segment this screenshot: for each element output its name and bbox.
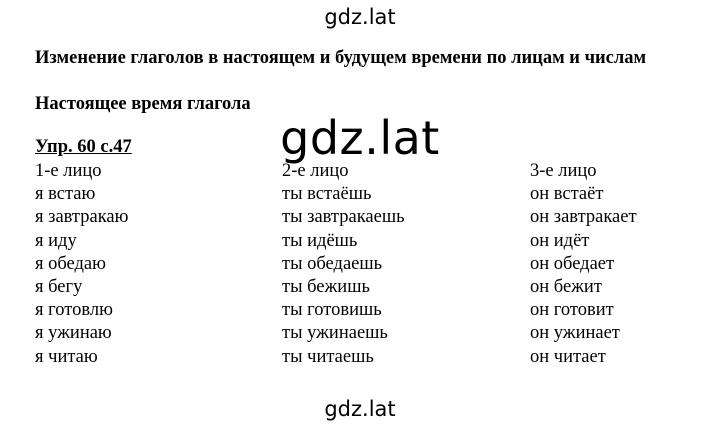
- verb-form: я иду: [35, 230, 77, 251]
- verb-form: он встаёт: [530, 184, 604, 205]
- verb-form: он идёт: [530, 230, 590, 251]
- verb-form: я встаю: [35, 184, 96, 205]
- verb-form: он читает: [530, 346, 606, 367]
- verb-form: я ужинаю: [35, 323, 112, 344]
- verb-form: я читаю: [35, 346, 98, 367]
- verb-form: ты завтракаешь: [282, 207, 405, 228]
- verb-form: я бегу: [35, 277, 83, 298]
- verb-form: ты читаешь: [282, 346, 374, 367]
- section-title: Настоящее время глагола: [35, 94, 251, 114]
- column-second-person: [282, 160, 405, 369]
- verb-form: ты идёшь: [282, 230, 358, 251]
- verb-form: ты обедаешь: [282, 253, 383, 274]
- watermark-middle: gdz.lat: [280, 111, 440, 165]
- watermark-bottom: gdz.lat: [324, 397, 396, 421]
- verb-form: он обедает: [530, 253, 615, 274]
- watermark-top: gdz.lat: [324, 5, 396, 29]
- verb-form: он бежит: [530, 277, 602, 298]
- verb-form: ты встаёшь: [282, 184, 372, 205]
- verb-form: я готовлю: [35, 300, 113, 321]
- verb-form: я завтракаю: [35, 207, 129, 228]
- verb-form: ты бежишь: [282, 277, 370, 298]
- column-header: 2-е лицо: [282, 161, 349, 181]
- verb-form: он завтракает: [530, 207, 637, 228]
- verb-form: я обедаю: [35, 253, 106, 274]
- exercise-reference: Упр. 60 с.47: [35, 137, 132, 157]
- page-title: Изменение глаголов в настоящем и будущем времени по лицам и числам: [35, 48, 647, 68]
- verb-form: он готовит: [530, 300, 614, 321]
- column-third-person: [530, 160, 637, 369]
- verb-form: ты ужинаешь: [282, 323, 388, 344]
- column-header: 1-е лицо: [35, 161, 102, 181]
- verb-form: ты готовишь: [282, 300, 382, 321]
- column-header: 3-е лицо: [530, 161, 597, 181]
- verb-form: он ужинает: [530, 323, 620, 344]
- column-first-person: [35, 160, 128, 369]
